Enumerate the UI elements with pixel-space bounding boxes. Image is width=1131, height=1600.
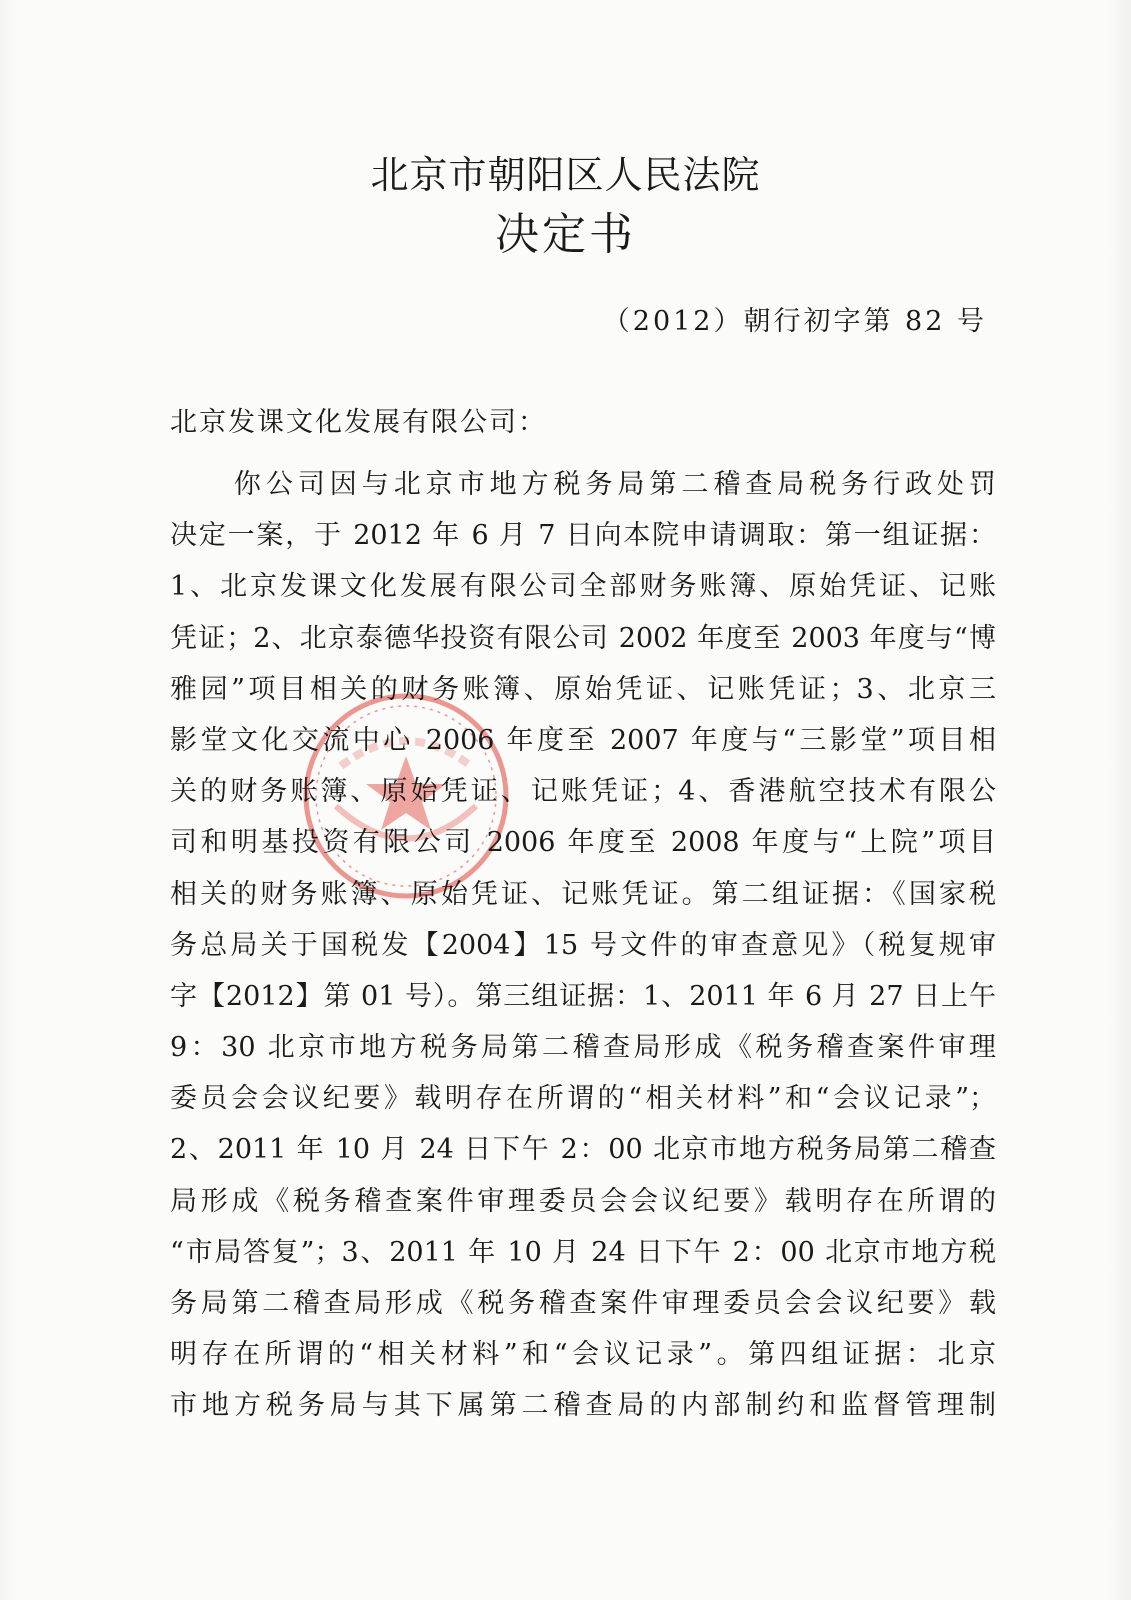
body-line: 务总局关于国税发【2004】15 号文件的审查意见》（税复规审 [170, 929, 996, 961]
body-line: 字【2012】第 01 号）。第三组证据：1、2011 年 6 月 27 日上午 [170, 980, 996, 1012]
body-line: 务局第二稽查局形成《税务稽查案件审理委员会会议纪要》载 [170, 1288, 996, 1319]
body-line: 9：30 北京市地方税务局第二稽查局形成《税务稽查案件审理 [170, 1032, 996, 1064]
body-text [170, 459, 996, 1432]
body-line: “市局答复”；3、2011 年 10 月 24 日下午 2：00 北京市地方税 [170, 1236, 996, 1268]
body-line: 2、2011 年 10 月 24 日下午 2：00 北京市地方税务局第二稽查 [170, 1134, 996, 1166]
document-type-title: 决定书 [495, 209, 636, 260]
body-line: 局形成《税务稽查案件审理委员会会议纪要》载明存在所谓的 [170, 1185, 996, 1217]
court-name: 北京市朝阳区人民法院 [370, 153, 761, 197]
body-line: 司和明基投资有限公司 2006 年度至 2008 年度与“上院”项目 [170, 827, 996, 859]
body-line: 委员会会议纪要》载明存在所谓的“相关材料”和“会议记录”； [170, 1083, 996, 1115]
body-line: 明存在所谓的“相关材料”和“会议记录”。第四组证据：北京 [170, 1339, 996, 1371]
body-line: 决定一案，于 2012 年 6 月 7 日向本院申请调取：第一组证据： [170, 520, 996, 552]
body-line: 市地方税务局与其下属第二稽查局的内部制约和监督管理制 [170, 1390, 996, 1422]
case-number: （2012）朝行初字第 82 号 [602, 306, 987, 337]
body-line: 关的财务账簿、原始凭证、记账凭证；4、香港航空技术有限公 [170, 776, 996, 808]
body-line: 你公司因与北京市地方税务局第二稽查局税务行政处罚 [170, 469, 996, 500]
body-line: 1、北京发课文化发展有限公司全部财务账簿、原始凭证、记账 [170, 571, 996, 603]
body-line: 影堂文化交流中心 2006 年度至 2007 年度与“三影堂”项目相 [170, 724, 996, 756]
body-line: 雅园”项目相关的财务账簿、原始凭证、记账凭证；3、北京三 [170, 673, 996, 705]
addressee: 北京发课文化发展有限公司： [170, 407, 547, 438]
body-line: 凭证；2、北京泰德华投资有限公司 2002 年度至 2003 年度与“博 [170, 622, 996, 654]
body-line: 相关的财务账簿、原始凭证、记账凭证。第二组证据：《国家税 [170, 878, 996, 910]
